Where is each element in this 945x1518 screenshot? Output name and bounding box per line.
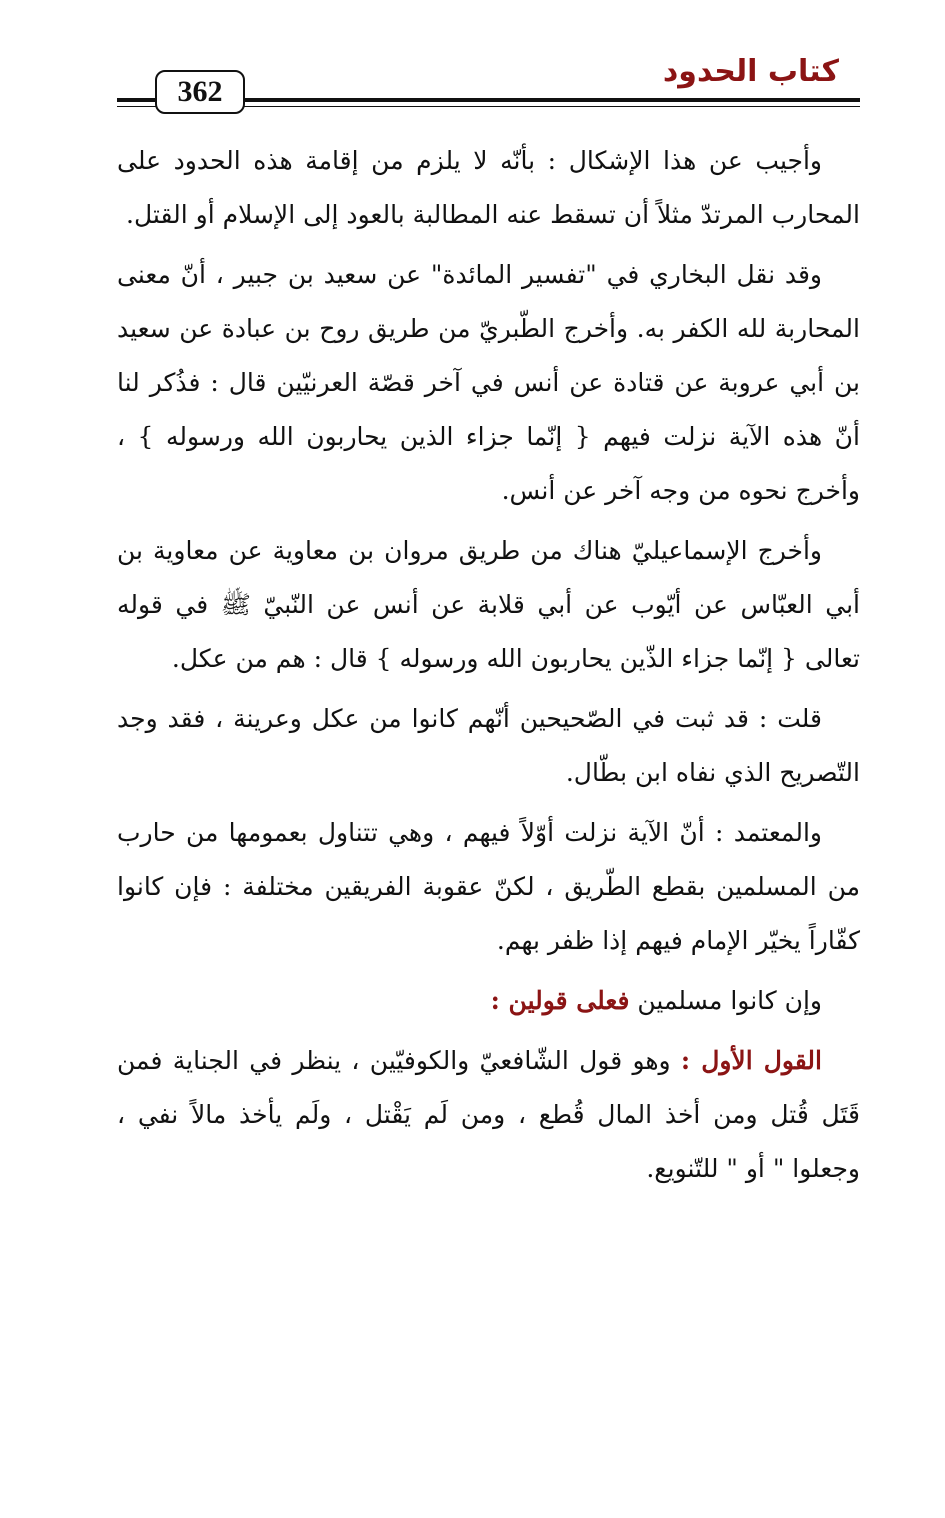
body-text — [117, 134, 860, 1202]
paragraph-6 — [117, 974, 860, 1028]
paragraph-7-text: وهو قول الشّافعيّ والكوفيّين ، ينظر في الجناية فمن قَتَل قُتل ومن أخذ المال قُطع ، ومن لَم يَقْتل ، ولَم يأخذ مالاً نفي ، وجعلوا " أو " للتّنويع. — [117, 1046, 860, 1183]
paragraph-4: قلت : قد ثبت في الصّحيحين أنّهم كانوا من عكل وعرينة ، فقد وجد التّصريح الذي نفاه ابن بطّال. — [117, 704, 860, 787]
paragraph-7-heading: القول الأول : — [680, 1046, 822, 1075]
chapter-title: كتاب الحدود — [662, 54, 839, 89]
paragraph-5: والمعتمد : أنّ الآية نزلت أوّلاً فيهم ، وهي تتناول بعمومها من حارب من المسلمين بقطع الطّريق ، لكنّ عقوبة الفريقين مختلفة : فإن كانوا كفّاراً يخيّر الإمام فيهم إذا ظفر بهم. — [117, 818, 860, 955]
paragraph-7 — [117, 1034, 860, 1196]
paragraph-3: وأخرج الإسماعيليّ هناك من طريق مروان بن معاوية عن معاوية بن أبي العبّاس عن أيّوب عن أبي قلابة عن أنس عن النّبيّ ﷺ في قوله تعالى { إنّما جزاء الذّين يحاربون الله ورسوله } قال : هم من عكل. — [117, 536, 860, 673]
paragraph-6-accent: فعلى قولين : — [490, 986, 630, 1015]
paragraph-1: وأجيب عن هذا الإشكال : بأنّه لا يلزم من إقامة هذه الحدود على المحارب المرتدّ مثلاً أن تسقط عنه المطالبة بالعود إلى الإسلام أو القتل. — [117, 146, 860, 229]
page-number: 362 — [155, 70, 245, 114]
paragraph-2: وقد نقل البخاري في "تفسير المائدة" عن سعيد بن جبير ، أنّ معنى المحاربة لله الكفر به. وأخرج الطّبريّ من طريق روح بن عبادة عن سعيد بن أبي عروبة عن قتادة عن أنس في آخر قصّة العرنيّين قال : فذُكر لنا أنّ هذه الآية نزلت فيهم { إنّما جزاء الذين يحاربون الله ورسوله } ، وأخرج نحوه من وجه آخر عن أنس. — [117, 260, 860, 505]
paragraph-6-text: وإن كانوا مسلمين — [629, 986, 822, 1015]
